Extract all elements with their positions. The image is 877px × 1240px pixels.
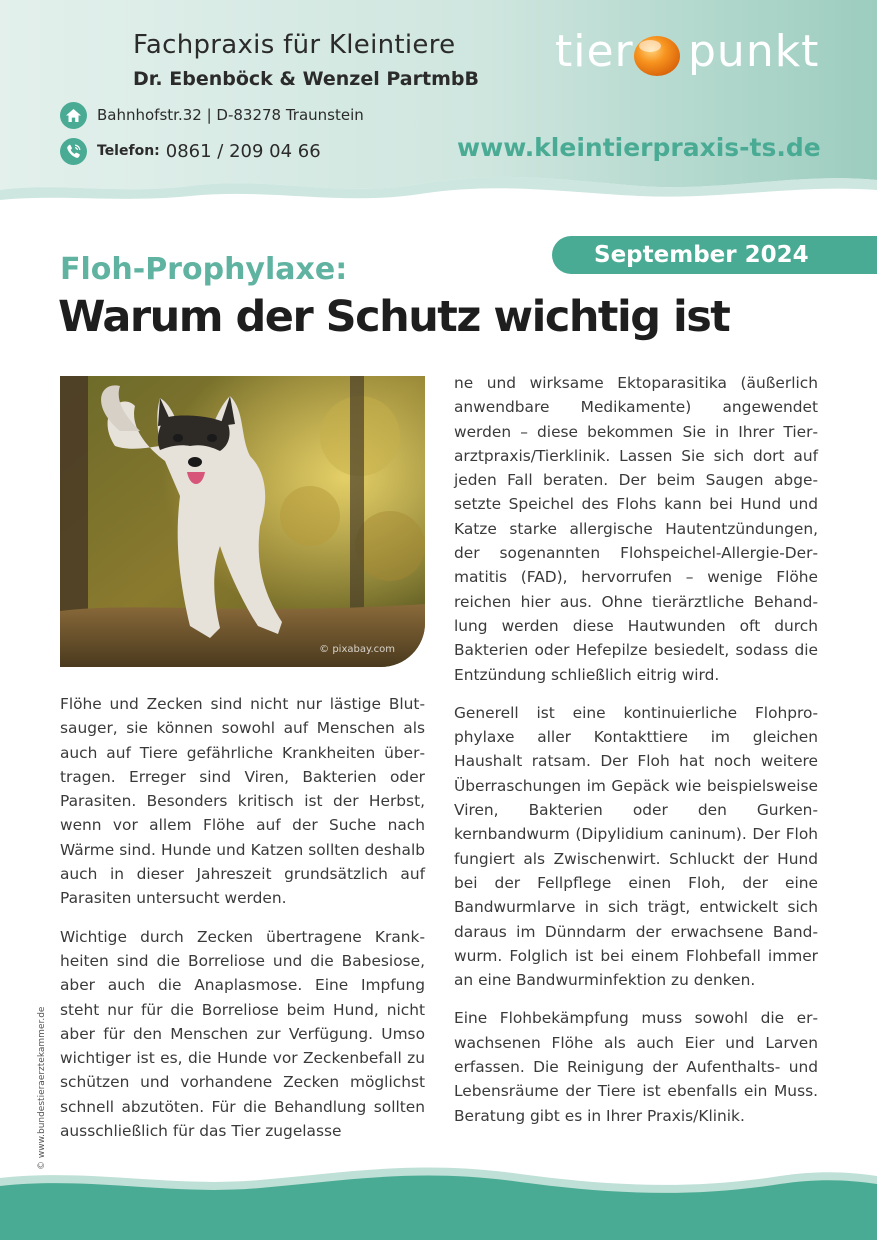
dog-photo-illustration: [60, 376, 425, 667]
article-kicker: Floh-Prophylaxe:: [60, 252, 348, 287]
phone-icon: [60, 138, 87, 165]
phone-row: [60, 137, 321, 165]
practice-subtitle: Dr. Ebenböck & Wenzel PartmbB: [133, 68, 479, 90]
paragraph: Flöhe und Zecken sind nicht nur lästige Blutsauger, sie können sowohl auf Menschen als auch auf Tiere gefährliche Krankheiten übertragen. Erreger sind Viren, Bakterien oder Parasiten. Besonders kritisch ist der Herbst, wenn vor allem Flöhe auf der Suche nach Wärme sind. Hunde und Katzen sollten deshalb auch in dieser Jahreszeit grundsätzlich auf Parasiten untersucht werden.: [60, 695, 425, 908]
website-link[interactable]: www.kleintierpraxis-ts.de: [457, 133, 821, 162]
paragraph: Wichtige durch Zecken übertragene Krankheiten sind die Borreliose und die Babesiose, aber auch die Anaplasmose. Eine Impfung steht nur für die Borreliose beim Hund, nicht aber für den Menschen zur Verfügung. Umso wichtiger ist es, die Hunde vor Zeckenbefall zu schützen und vorhandene Zecken möglichst schnell abzutöten. Für die Behandlung sollten ausschließlich für das Tier zugelasse: [60, 927, 425, 1141]
practice-title: Fachpraxis für Kleintiere: [133, 30, 456, 60]
side-credit-text: © www.bundestieraerztekammer.de: [37, 1006, 47, 1170]
left-text-column: [60, 692, 425, 1157]
logo-text-right: punkt: [688, 26, 820, 77]
right-text-column: [454, 371, 818, 1142]
address-row: [60, 101, 364, 129]
page-header: [0, 0, 877, 215]
phone-label: Telefon:: [97, 143, 160, 159]
orange-ball-icon: [631, 32, 683, 78]
tierpunkt-logo: [555, 26, 825, 86]
article-headline: Warum der Schutz wichtig ist: [58, 292, 730, 342]
side-credit: [37, 980, 51, 1170]
dog-photo: [60, 376, 425, 667]
photo-credit: © pixabay.com: [319, 644, 395, 655]
home-icon: [60, 102, 87, 129]
paragraph: ne und wirksame Ektoparasitika (äußerlich anwendbare Medikamente) angewendet werden – diese bekommen Sie in Ihrer Tierarztpraxis/Tierklinik. Lassen Sie sich dort auf jeden Fall beraten. Der beim Saugen abgesetzte Speichel des Flohs kann bei Hund und Katze starke allergische Hautentzündungen, der sogenannten Flohspeichel-Allergie-Dermatitis (FAD), hervorrufen – wenige Flöhe reichen hier aus. Ohne tierärztliche Behandlung werden diese Hautwunden oft durch Bakterien oder Hefepilze besiedelt, sodass die Entzündung schließlich eitrig wird.: [454, 374, 818, 684]
footer-wave: [0, 1160, 877, 1240]
date-badge: September 2024: [552, 236, 877, 274]
phone-number[interactable]: 0861 / 209 04 66: [165, 140, 321, 162]
address-text: Bahnhofstr.32 | D-83278 Traunstein: [97, 106, 364, 124]
logo-text-left: tier: [555, 26, 634, 77]
paragraph: Generell ist eine kontinuierliche Flohprophylaxe aller Kontakttiere im gleichen Haushalt ratsam. Der Floh hat noch weitere Überraschungen im Gepäck wie beispielsweise Viren, Bakterien oder den Gurkenkernbandwurm (Dipylidium caninum). Der Floh fungiert als Zwischenwirt. Schluckt der Hund bei der Fellpflege einen Floh, der eine Bandwurmlarve in sich trägt, entwickelt sich daraus im Dünndarm der erwachsene Bandwurm. Folglich ist bei einem Flohbefall immer an eine Bandwurminfektion zu denken.: [454, 703, 818, 990]
paragraph: Eine Flohbekämpfung muss sowohl die erwachsenen Flöhe als auch Eier und Larven erfassen. Die Reinigung der Aufenthalts- und Lebensräume der Tiere ist ebenfalls ein Muss. Beratung gibt es in Ihrer Praxis/Klinik.: [454, 1009, 818, 1125]
